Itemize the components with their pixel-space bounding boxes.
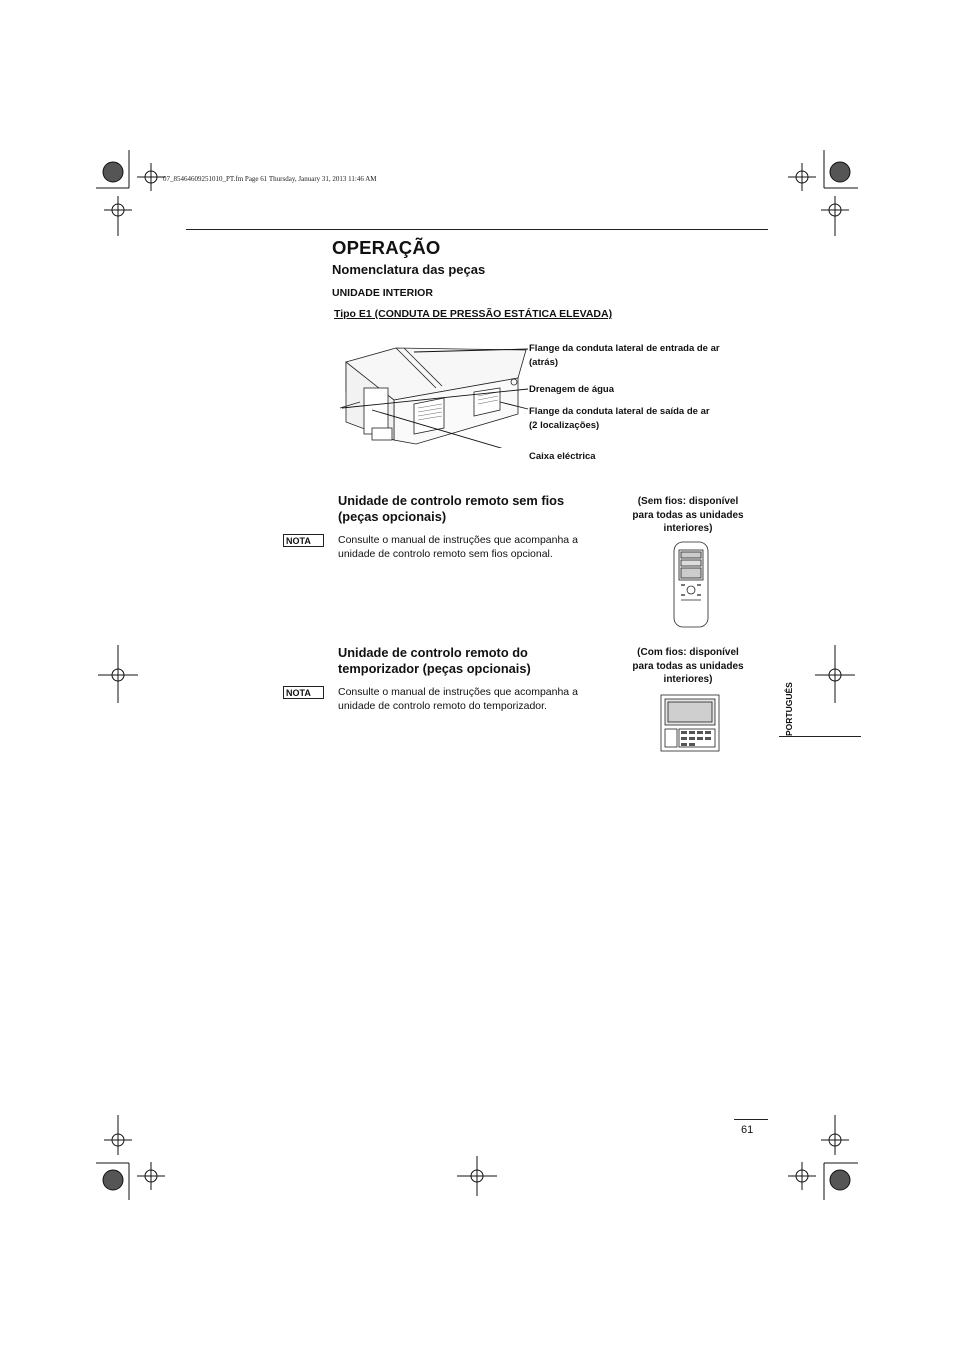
timer-note-text: Consulte o manual de instruções que acompanha a unidade de controlo remoto do temporizador. (338, 686, 578, 712)
page-subtitle: Nomenclatura das peças (332, 262, 486, 277)
timer-remote-illustration (659, 693, 721, 753)
wireless-remote-illustration (671, 540, 711, 630)
callout-electrical-box: Caixa eléctrica (529, 451, 596, 462)
page-title: OPERAÇÃO (332, 237, 441, 258)
file-info: 07_85464609251010_PT.fm Page 61 Thursday, January 31, 2013 11:46 AM (163, 175, 377, 183)
callout-outlet-flange: Flange da conduta lateral de saída de ar (2 localizações) (529, 406, 710, 431)
wireless-note-text: Consulte o manual de instruções que acompanha a unidade de controlo remoto sem fios opcional. (338, 534, 578, 560)
unit-type-heading: Tipo E1 (CONDUTA DE PRESSÃO ESTÁTICA ELEVADA) (334, 308, 613, 320)
header-rule (186, 229, 768, 230)
page-number-rule (734, 1119, 768, 1120)
wireless-heading: Unidade de controlo remoto sem fios (peças opcionais) (338, 493, 565, 524)
timer-note-label: NOTA (283, 686, 324, 699)
language-tab: PORTUGUÊS (784, 682, 794, 736)
section-heading: UNIDADE INTERIOR (332, 287, 433, 299)
language-tab-rule (779, 736, 861, 737)
page-number: 61 (741, 1124, 754, 1136)
wireless-caption: (Sem fios: disponível para todas as unidades interiores) (632, 496, 744, 534)
indoor-unit-illustration (336, 342, 532, 448)
timer-heading: Unidade de controlo remoto do temporizador (peças opcionais) (338, 645, 531, 676)
timer-caption: (Com fios: disponível para todas as unidades interiores) (632, 647, 744, 685)
wireless-note-label: NOTA (283, 534, 324, 547)
callout-intake-flange: Flange da conduta lateral de entrada de ar (atrás) (529, 343, 720, 368)
callout-water-drain: Drenagem de água (529, 384, 614, 395)
